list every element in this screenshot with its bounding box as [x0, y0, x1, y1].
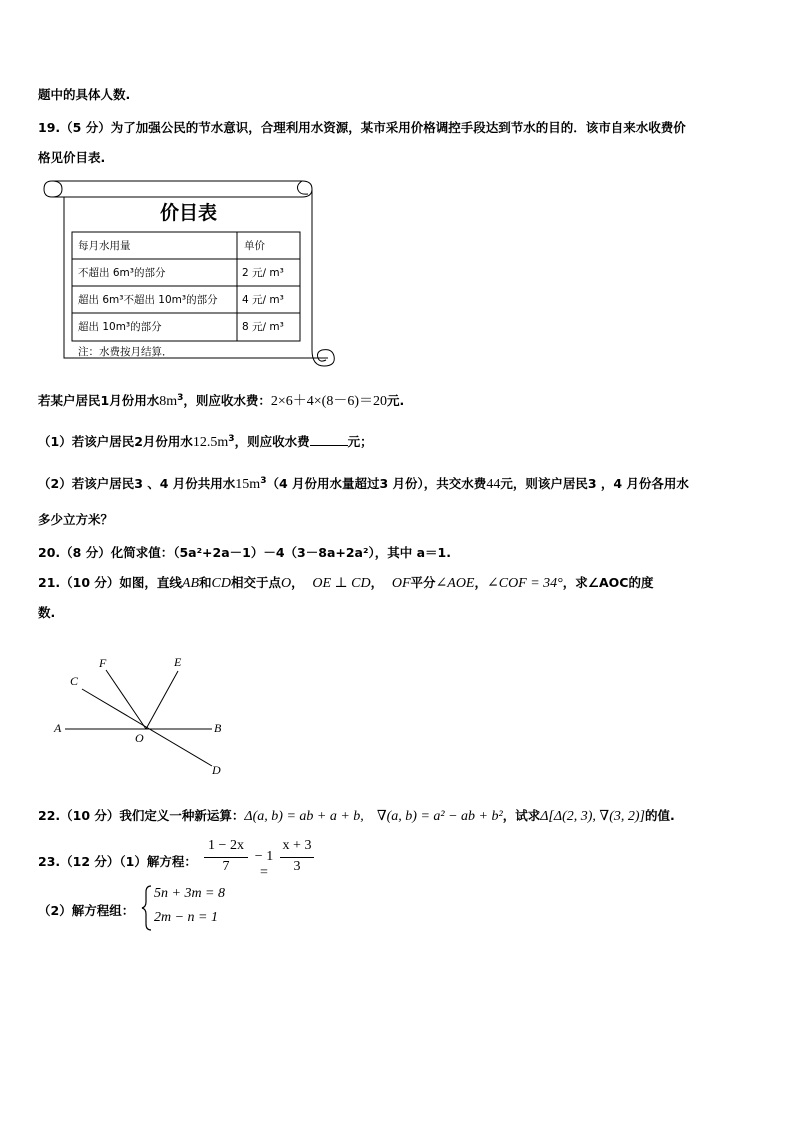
- row1-price: 2 元∕ m³: [242, 267, 284, 279]
- q21-and: 和: [199, 575, 212, 590]
- frac1-bar: [204, 857, 248, 858]
- q22-text: [38, 806, 675, 825]
- label-a: A: [54, 721, 62, 735]
- q21-aoe: ∠AOE: [435, 576, 475, 591]
- q21-perp: OE ⊥ CD: [312, 576, 371, 591]
- price-note: 注：水费按月结算．: [78, 346, 173, 358]
- q1-pre: （1）若该户居民2月份用水: [38, 434, 193, 449]
- q21-pre: 21.（10 分）如图，直线: [38, 575, 182, 590]
- price-table-title: 价目表: [160, 202, 218, 224]
- label-o: O: [135, 731, 144, 745]
- row2-price: 4 元∕ m³: [242, 294, 284, 306]
- frac2-den: 3: [293, 859, 301, 874]
- row3-price: 8 元∕ m³: [242, 321, 284, 333]
- q23-part2: （2）解方程组：: [38, 903, 135, 918]
- q23-text: 23.（12 分）（1）解方程：: [38, 854, 197, 869]
- q21-end: 的度: [628, 575, 654, 590]
- ray-oe: [146, 671, 178, 729]
- label-e: E: [174, 655, 182, 669]
- row3-range: 超出 10m³的部分: [78, 321, 162, 333]
- q19-text-b: 格见价目表.: [38, 150, 106, 165]
- q2-sup: 3: [260, 475, 267, 486]
- system-brace: [140, 884, 154, 932]
- ex-pre: 若某户居民1月份用水: [38, 393, 160, 408]
- q20-text: 20.（8 分）化简求值：（5a²+2a－1）－4（3－8a+2a²），其中 a＝1.: [38, 545, 451, 560]
- text-line-prev: 题中的具体人数.: [38, 87, 131, 102]
- label-f: F: [99, 656, 107, 670]
- q1-post: 元；: [347, 434, 373, 449]
- ex-expr: 2×6＋4×(8－6)＝20: [270, 394, 387, 409]
- q2-pre: （2）若该户居民3 、4 月份共用水: [38, 476, 236, 491]
- ex-mid: ，则应收水费：: [183, 393, 271, 408]
- frac2-bar: [280, 857, 314, 858]
- label-c: C: [70, 674, 79, 688]
- q1-sup: 3: [228, 433, 235, 444]
- ex-val: 8m: [159, 394, 178, 409]
- header-usage: 每月水用量: [78, 240, 131, 252]
- row2-range: 超出 6m³不超出 10m³的部分: [78, 294, 218, 306]
- label-b: B: [214, 721, 222, 735]
- q2-fee: 44: [486, 477, 501, 492]
- q21-cof: ∠COF = 34°: [487, 576, 563, 591]
- q21-bis: 平分: [410, 575, 436, 590]
- q21-ab: AB: [181, 576, 200, 591]
- q22-end: 的值.: [644, 808, 675, 823]
- q19-text-a: 19.（5 分）为了加强公民的节水意识，合理利用水资源，某市采用价格调控手段达到节水的目的．该市自来水收费价: [38, 120, 686, 135]
- q22-def2: ∇(a, b) = a² − ab + b²: [376, 809, 503, 824]
- q21-text-b: 数.: [38, 605, 56, 620]
- frac2-num: x + 3: [282, 838, 312, 853]
- frac1-num: 1 − 2x: [208, 838, 244, 853]
- ray-of: [106, 670, 146, 729]
- ex-post: 元.: [387, 393, 405, 408]
- q21-o: O: [281, 576, 292, 591]
- system-eq1: 5n + 3m = 8: [154, 886, 226, 901]
- q2-mid: （4 月份用水量超过3 月份），共交水费: [266, 476, 487, 491]
- q22-pre: 22.（10 分）我们定义一种新运算：: [38, 808, 245, 823]
- q1-mid: ，则应收水费: [234, 434, 310, 449]
- system-eq2: 2m − n = 1: [154, 910, 219, 925]
- q2-val: 15m: [235, 477, 261, 492]
- q21-of: OF: [391, 576, 411, 591]
- q19-part2-b: 多少立方米？: [38, 512, 114, 527]
- header-price: 单价: [244, 240, 265, 252]
- q22-def1: Δ(a, b) = ab + a + b,: [244, 809, 364, 824]
- frac1-den: 7: [222, 859, 230, 874]
- q21-mid: 相交于点: [230, 575, 281, 590]
- q21-text: 21.（10 分）如图，直线AB和CD相交于点O， OE ⊥ CD， OF平分∠AOE，∠COF = 34°，求∠AOC的度: [38, 575, 654, 591]
- q22-mid: ，试求: [502, 808, 541, 823]
- q2-post: 元，则该户居民3 ，4 月份各用水: [500, 476, 689, 491]
- q21-cd: CD: [211, 576, 231, 591]
- label-d: D: [212, 763, 221, 777]
- eq-minus: − 1 =: [254, 849, 274, 880]
- ex-sup: 3: [177, 392, 184, 403]
- q22-expr: Δ[Δ(2, 3), ∇(3, 2)]: [540, 809, 645, 824]
- q1-val: 12.5m: [192, 435, 229, 450]
- row1-range: 不超出 6m³的部分: [78, 267, 166, 279]
- q21-ask: ，求∠AOC: [562, 575, 629, 590]
